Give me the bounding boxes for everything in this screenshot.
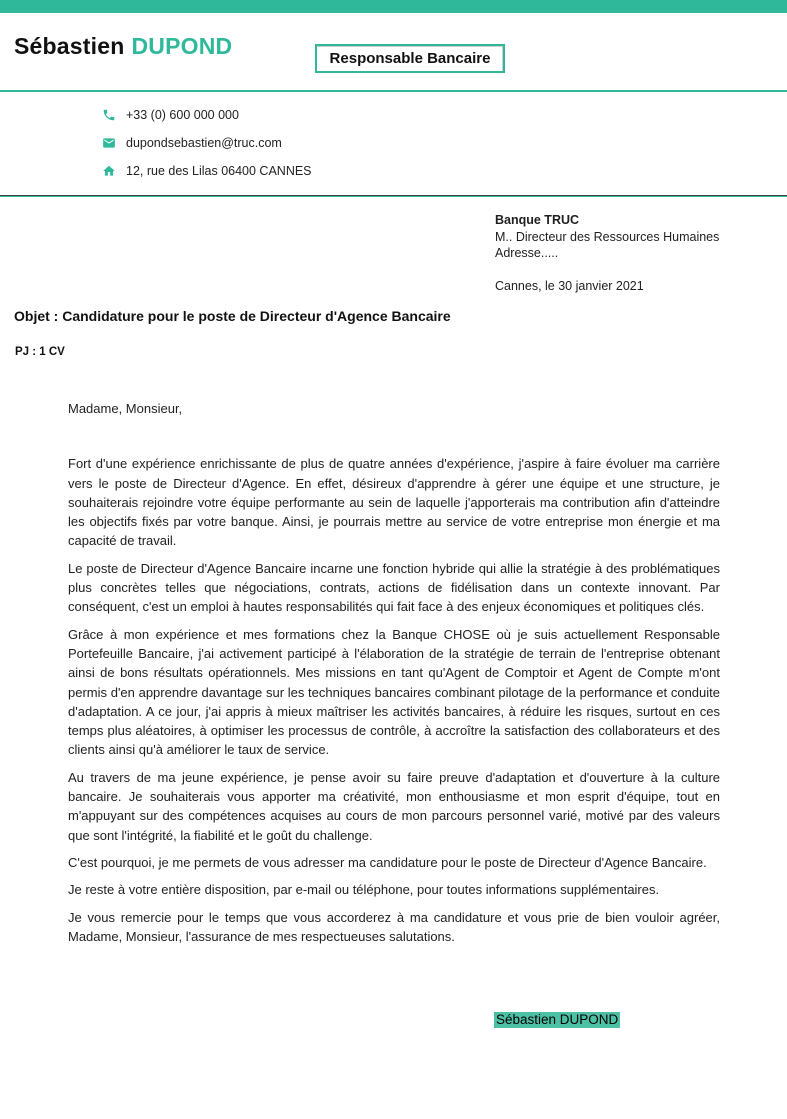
letter-paragraph-2: Le poste de Directeur d'Agence Bancaire incarne une fonction hybride qui allie la stratégie à des problématiques plus concrètes telles que négociations, contrats, actions de fidélisation dans un contexte innovant. Par conséquent, c'est un emploi à hautes responsabilités qui fait face à des enjeux économiques et politiques clés. [68,560,720,615]
letter-paragraph-5: C'est pourquoi, je me permets de vous adresser ma candidature pour le poste de Directeur d'Agence Bancaire. [68,854,707,870]
home-icon [102,164,116,178]
envelope-icon [102,136,116,150]
contact-row-phone [102,108,312,122]
letter-date: Cannes, le 30 janvier 2021 [495,278,644,293]
job-title-label: Responsable Bancaire [329,50,491,67]
phone-number: +33 (0) 600 000 000 [126,108,239,122]
letter-header [0,13,787,90]
recipient-company: Banque TRUC [495,213,580,227]
postal-address: 12, rue des Lilas 06400 CANNES [126,164,312,178]
salutation: Madame, Monsieur, [68,401,183,416]
signature-area [68,1010,720,1029]
letter-body [68,399,720,1029]
email-address: dupondsebastien@truc.com [126,136,282,150]
phone-icon [102,108,116,122]
letter-paragraph-4: Au travers de ma jeune expérience, je pense avoir su faire preuve d'adaptation et d'ouverture à la culture bancaire. Je souhaiterais vous apporter ma créativité, mon enthousiasme et mon esprit d'équipe, tout en m'appuyant sur des compétences acquises au cours de mon parcours personnel varié, motivé par des valeurs que sont l'intégrité, la fiabilité et le goût du challenge. [68,769,720,843]
attachments-line: PJ : 1 CV [15,346,65,358]
letter-paragraph-6: Je reste à votre entière disposition, par e-mail ou téléphone, pour toutes informations supplémentaires. [68,882,660,898]
subject-line: Objet : Candidature pour le poste de Directeur d'Agence Bancaire [14,308,451,324]
job-title-box [315,44,505,73]
contact-block [102,108,312,192]
sender-last-name: DUPOND [131,33,233,59]
top-accent-bar [0,0,787,13]
contact-section-divider [0,195,787,197]
letter-paragraph-7: Je vous remercie pour le temps que vous accorderez à ma candidature et vous prie de bien vouloir agréer, Madame, Monsieur, l'assurance de mes respectueuses salutations. [68,909,720,944]
sender-name [14,33,232,60]
contact-row-email [102,136,312,150]
contact-row-address [102,164,312,178]
header-divider [0,90,787,92]
letter-paragraph-3: Grâce à mon expérience et mes formations chez la Banque CHOSE où je suis actuellement Responsable Portefeuille Bancaire, j'ai activement participé à l'élaboration de la stratégie de terrain de l'entreprise obtenant ainsi de bons résultats opérationnels. Mes missions en tant qu'Agent de Comptoir et Agent de Compte m'ont permis d'en apprendre davantage sur les techniques bancaires combinant pilotage de la performance et conduite d'adaptation. A ce jour, j'ai appris à mieux maîtriser les activités bancaires, à réduire les risques, surtout en ces temps plus aléatoires, à optimiser les processus de contrôle, à accroître la satisfaction des collaborateurs et des clients ainsi qu'à améliorer le taux de service. [68,626,720,758]
sender-first-name: Sébastien [14,33,125,59]
letter-paragraph-1: Fort d'une expérience enrichissante de plus de quatre années d'expérience, j'aspire à faire évoluer ma carrière vers le poste de Directeur d'Agence. En effet, désireux d'apprendre à gérer une équipe et une structure, je souhaiterais rejoindre votre équipe performante au sein de laquelle j'apporterais ma contribution afin d'atteindre les objectifs fixés par votre banque. Ainsi, je pourrais mettre au service de votre entreprise mon énergie et ma capacité de travail. [68,456,720,549]
recipient-block [495,212,719,294]
recipient-contact-line: M.. Directeur des Ressources Humaines [495,229,720,244]
signature-name: Sébastien DUPOND [496,1012,619,1028]
recipient-address-line: Adresse..... [495,246,559,260]
